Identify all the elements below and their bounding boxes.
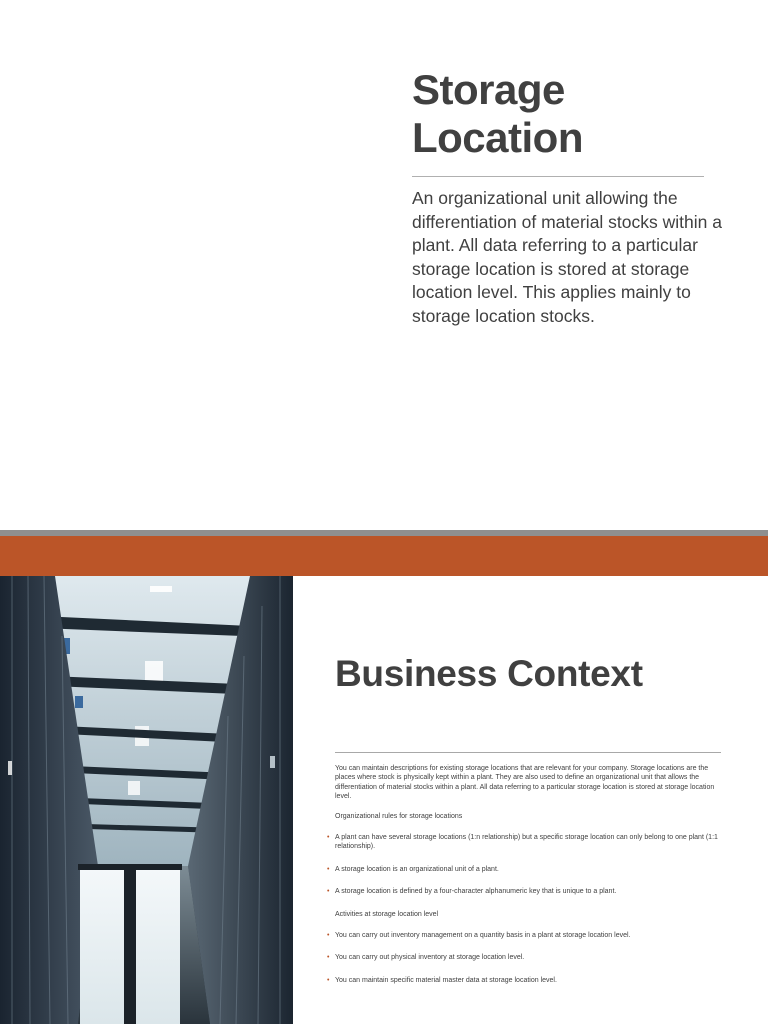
activity-text: You can maintain specific material master data at storage location level. (335, 976, 557, 984)
definition-text: An organizational unit allowing the differentiation of material stocks within a plant. All data referring to a particular storage location is stored at storage location level. This applies mainly to storage location stocks. (412, 188, 722, 326)
list-item (327, 865, 720, 874)
activity-text: You can carry out inventory management on a quantity basis in a plant at storage location level. (335, 932, 631, 940)
title-divider-2 (335, 752, 721, 753)
title-line-2: Location (412, 114, 583, 161)
server-room-photo (0, 576, 293, 1024)
list-item (327, 931, 720, 940)
bullet-icon: • (327, 834, 330, 842)
bullet-icon: • (327, 888, 330, 896)
business-context-body (327, 764, 720, 998)
list-item (327, 976, 720, 985)
bullet-icon: • (327, 932, 330, 940)
bullet-icon: • (327, 865, 330, 873)
rules-heading: Organizational rules for storage locations (335, 812, 463, 820)
business-context-title: Business Context (335, 653, 643, 694)
title-divider (412, 176, 704, 177)
rule-text: A storage location is an organizational unit of a plant. (335, 865, 499, 873)
rule-text: A plant can have several storage locations (1:n relationship) but a specific storage location can only belong to one plant (1:1 relationship). (335, 834, 718, 851)
rule-text: A storage location is defined by a four-character alphanumeric key that is unique to a plant. (335, 888, 617, 896)
list-item (327, 953, 720, 962)
activities-heading: Activities at storage location level (335, 910, 439, 918)
list-item (327, 833, 720, 852)
activity-text: You can carry out physical inventory at storage location level. (335, 954, 525, 962)
slide-business-context (0, 576, 768, 1024)
slide-accent-band (0, 536, 768, 576)
list-item (327, 887, 720, 896)
bullet-icon: • (327, 976, 330, 984)
slide-title (412, 66, 732, 162)
intro-paragraph: You can maintain descriptions for existing storage locations that are relevant for your company. Storage locations are the places where stock is physically kept within a plant. They are also used to define an organizational unit that allows the differentiation of material stocks within a plant. All data referring to a particular storage location is stored at storage location level. (335, 765, 715, 801)
title-line-1: Storage (412, 66, 565, 113)
bullet-icon: • (327, 954, 330, 962)
